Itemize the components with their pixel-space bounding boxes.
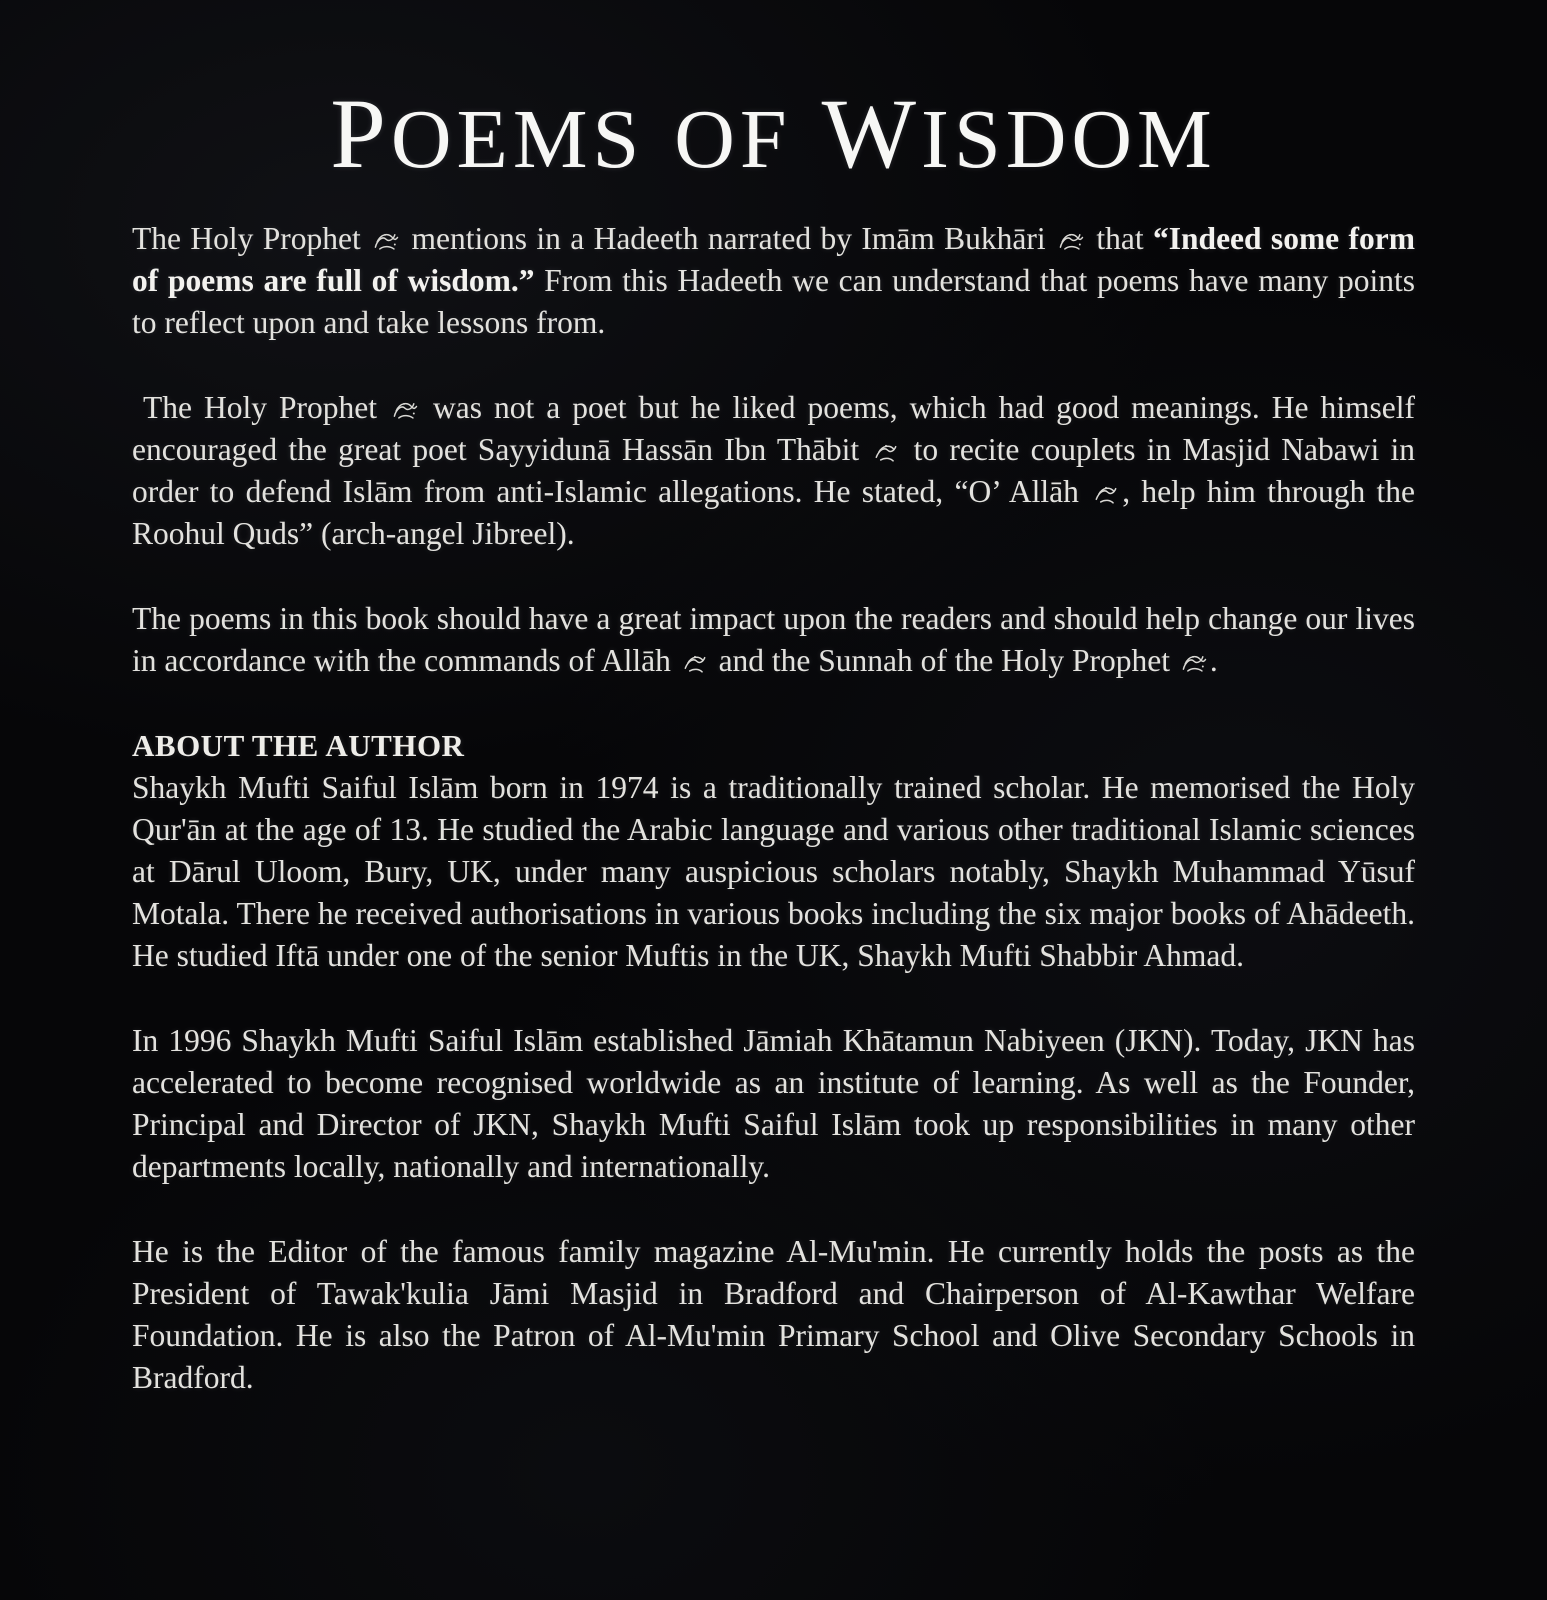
paragraph-author-education: [132, 767, 1415, 977]
title-letter: P: [330, 78, 391, 189]
honorific-rahimahullah-icon: [1056, 229, 1086, 253]
text-run: .: [1209, 643, 1218, 678]
title-letters: OF: [674, 93, 792, 186]
honorific-radhiallahu-anhu-icon: [871, 440, 901, 464]
title-word-wisdom: [821, 78, 1217, 189]
title-word-of: [674, 93, 792, 186]
text-run: to recite couplets in Masjid Nabawi in order to defend Islām from anti-Islamic allegations. He stated, “O’ Allāh: [132, 432, 1415, 509]
text-run: He is the Editor of the famous family magazine Al-Mu'min. He currently holds the posts as the President of Tawak'kulia Jāmi Masjid in Bradford and Chairperson of Al-Kawthar Welfare Foundation. He is also the Patron of Al-Mu'min Primary School and Olive Secondary Schools in Bradford.: [132, 1234, 1415, 1395]
paragraph-book-impact: [132, 598, 1415, 682]
paragraph-prophet-poetry: [132, 387, 1415, 555]
title-letters: ISDOM: [921, 93, 1217, 186]
honorific-sallallahu-alayhi-wasallam-icon: [371, 229, 401, 253]
text-run: that: [1087, 221, 1154, 256]
text-run: In 1996 Shaykh Mufti Saiful Islām established Jāmiah Khātamun Nabiyeen (JKN). Today, JKN has accelerated to become recognised worldwide as an institute of learning. As well as the Founder, Principal and Director of JKN, Shaykh Mufti Saiful Islām took up responsibilities in many other departments locally, nationally and internationally.: [132, 1023, 1415, 1184]
honorific-azza-wa-jal-icon: [1091, 482, 1121, 506]
title-letters: OEMS: [390, 93, 645, 186]
text-run: The Holy Prophet: [132, 221, 371, 256]
text-run: , help him through the Roohul Quds” (arch-angel Jibreel).: [132, 474, 1416, 551]
text-run: The Holy Prophet: [143, 390, 389, 425]
text-run-bold-quote: “Indeed some form of poems are full of wisdom.”: [132, 221, 1415, 298]
text-run: From this Hadeeth we can understand that poems have many points to reflect upon and take lessons from.: [132, 263, 1415, 340]
honorific-sallallahu-alayhi-wasallam-icon: [390, 398, 420, 422]
paragraph-hadeeth-quote: [132, 218, 1415, 344]
section-heading-about-the-author: ABOUT THE AUTHOR: [132, 728, 465, 763]
text-run: mentions in a Hadeeth narrated by Imām Bukhāri: [402, 221, 1056, 256]
text-run: and the Sunnah of the Holy Prophet: [710, 643, 1178, 678]
honorific-sallallahu-alayhi-wasallam-icon: [1179, 651, 1209, 675]
text-run: The poems in this book should have a great impact upon the readers and should help change our lives in accordance with the commands of Allāh: [132, 601, 1415, 678]
text-run: Shaykh Mufti Saiful Islām born in 1974 is a traditionally trained scholar. He memorised the Holy Qur'ān at the age of 13. He studied the Arabic language and various other traditional Islamic sciences at Dārul Uloom, Bury, UK, under many auspicious scholars notably, Shaykh Muhammad Yūsuf Motala. There he received authorisations in various books including the six major books of Ahādeeth. He studied Iftā under one of the senior Muftis in the UK, Shaykh Mufti Shabbir Ahmad.: [132, 770, 1415, 973]
text-run: was not a poet but he liked poems, which had good meanings. He himself encouraged the great poet Sayyidunā Hassān Ibn Thābit: [132, 390, 1415, 467]
body-text-block: [0, 184, 1547, 1399]
paragraph-jkn-establishment: [132, 1020, 1415, 1188]
paragraph-author-roles: [132, 1231, 1415, 1399]
page-title: [0, 0, 1547, 189]
title-word-poems: [330, 78, 645, 189]
honorific-azza-wa-jal-icon: [680, 651, 710, 675]
title-letter: W: [821, 78, 922, 189]
